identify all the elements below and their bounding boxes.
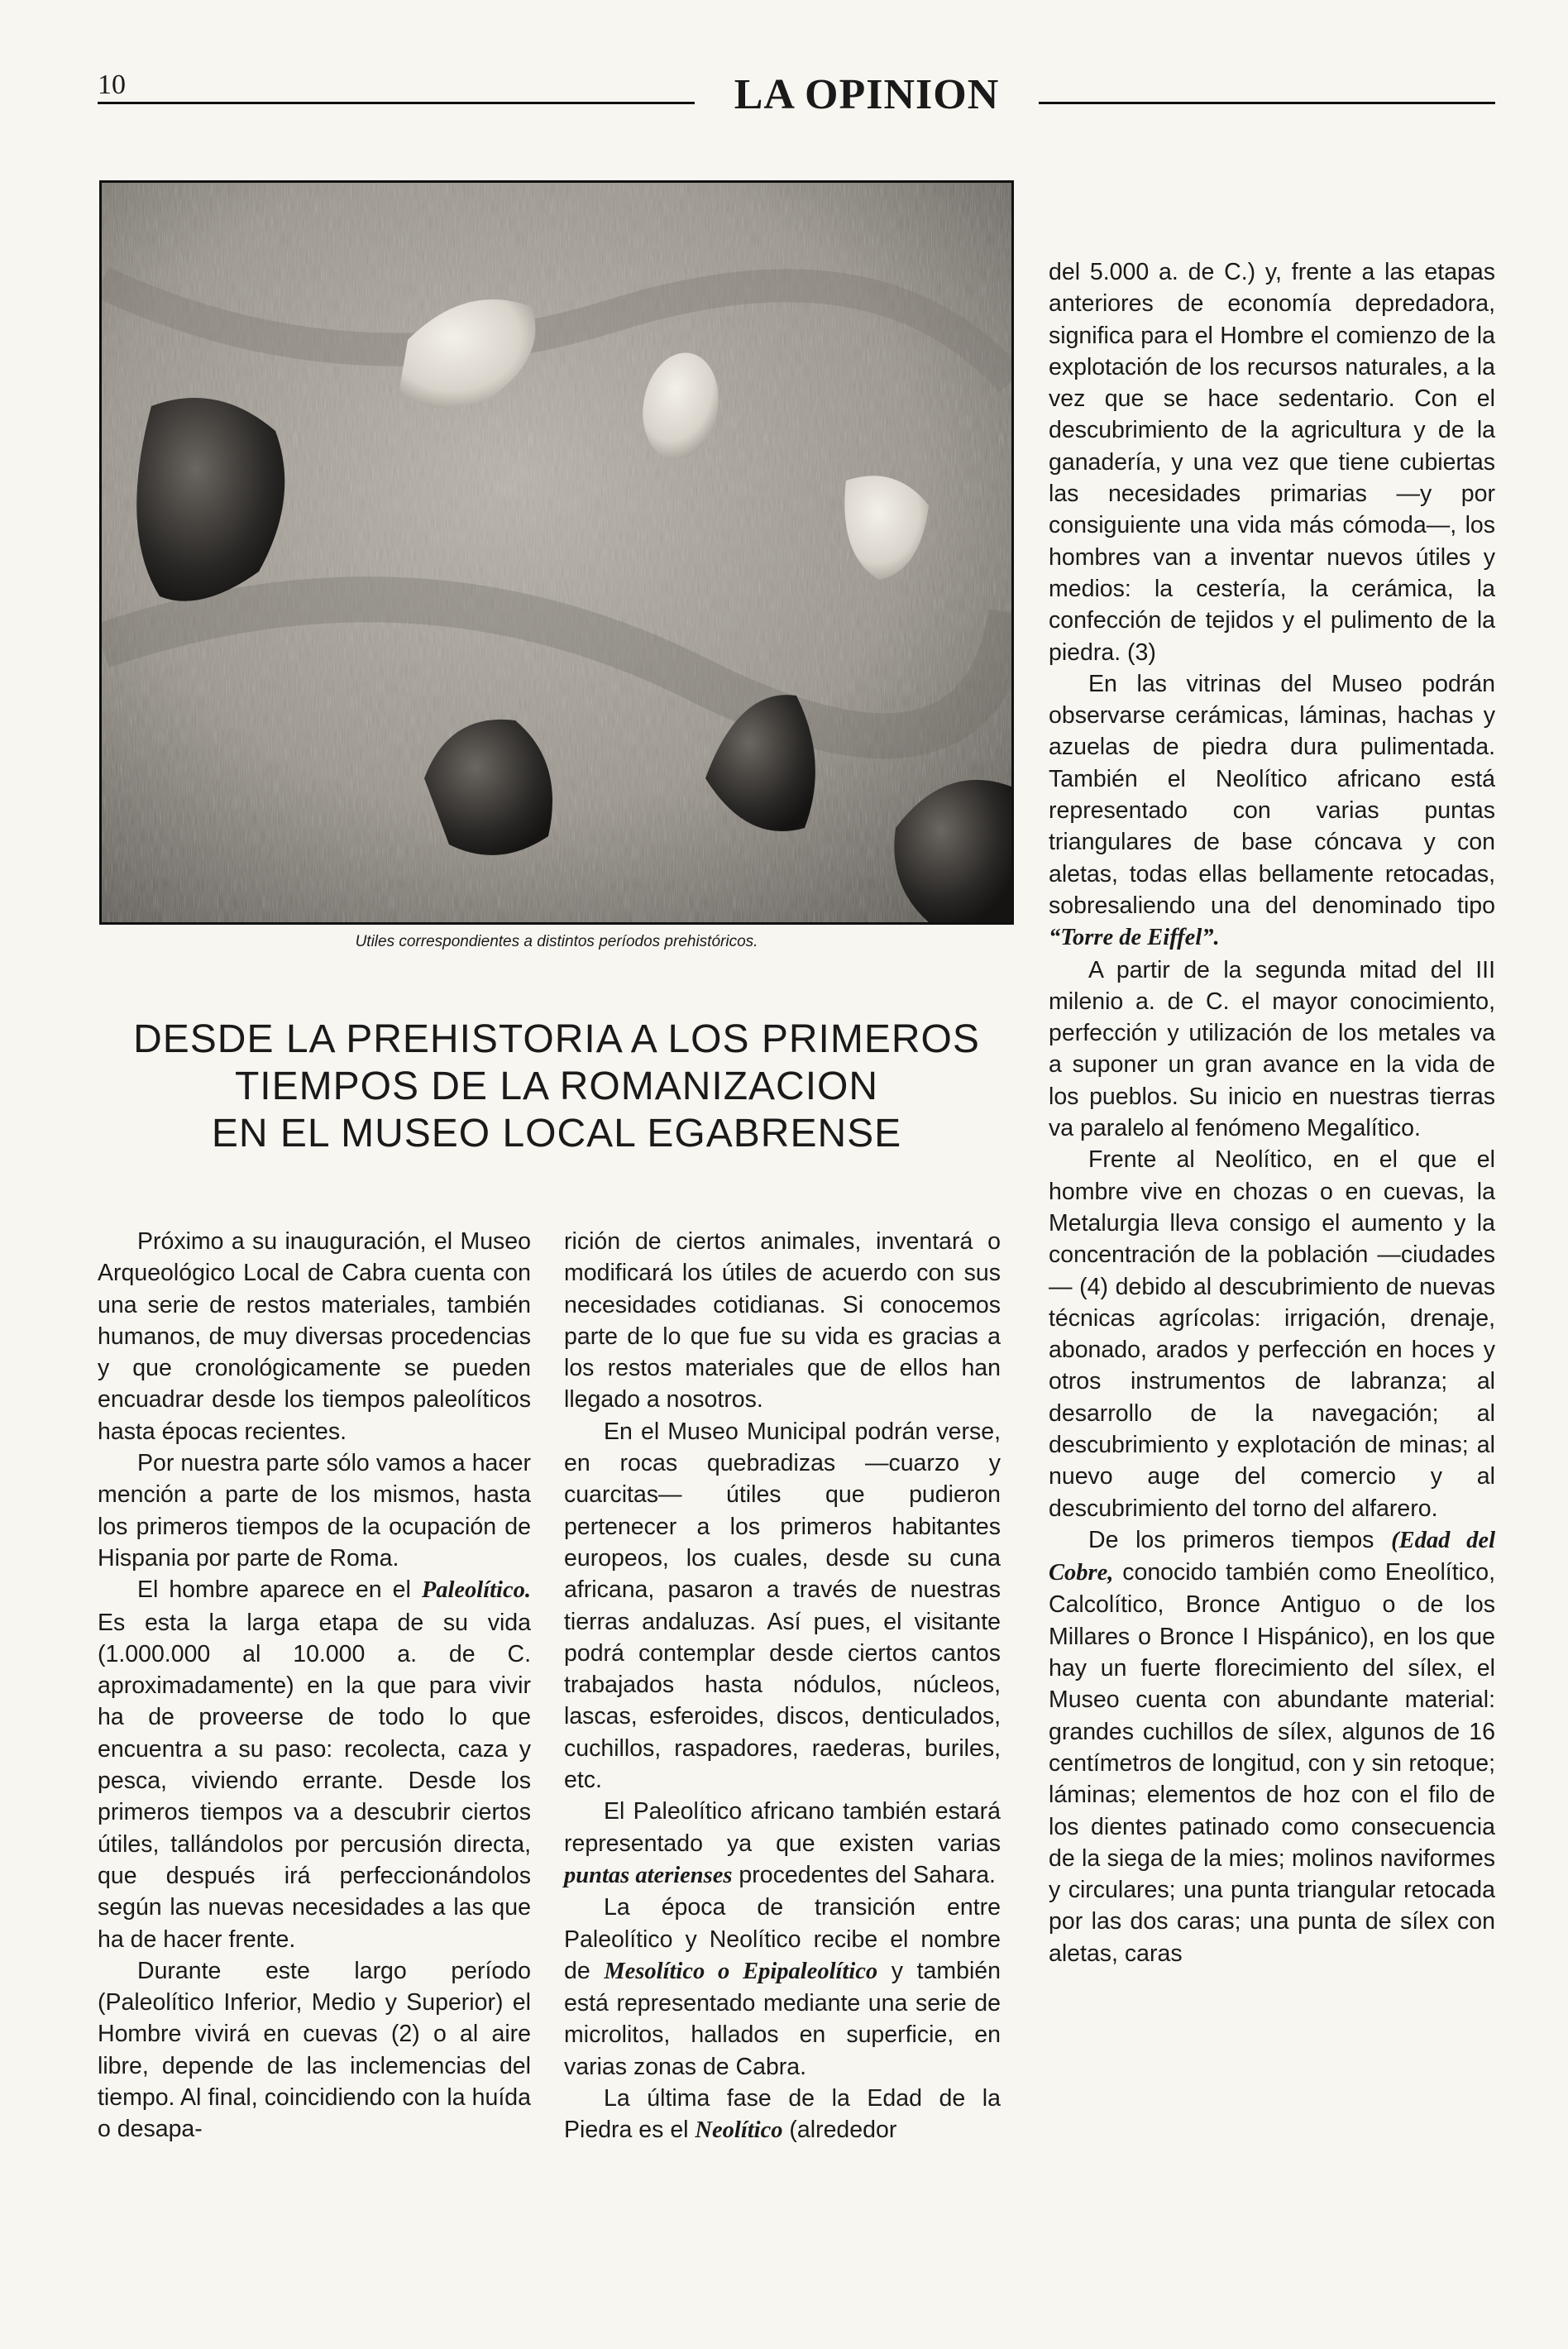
text-run: (alrededor	[782, 2117, 897, 2144]
paragraph	[564, 1892, 1001, 2083]
emphasis-edad-cobre: (Edad del Cobre,	[1049, 1527, 1495, 1586]
text-run: La época de transición entre Paleolítico y Neolítico recibe el nombre de	[564, 1894, 1001, 1984]
emphasis-paleolitico: Paleolítico.	[421, 1577, 531, 1604]
header-rule-left	[98, 102, 695, 104]
artifacts-photo	[99, 180, 1014, 925]
article-column-3	[1049, 256, 1495, 1969]
text-run: El hombre aparece en el	[137, 1576, 422, 1604]
text-run: En las vitrinas del Museo podrán observarse cerámicas, láminas, hachas y azuelas de piedra dura pulimentada. También el Neolítico africano está representado con varias puntas triangulares de base cóncava y con aletas, todas ellas bellamente retocadas, sobresaliendo una del denominado tipo	[1049, 670, 1495, 919]
paragraph: Durante este largo período (Paleolítico Inferior, Medio y Superior) el Hombre vivirá en cuevas (2) o al aire libre, depende de las inclemencias del tiempo. Al final, coincidiendo con la huída o desapa-	[98, 1957, 531, 2143]
paragraph	[98, 1574, 531, 1955]
paragraph: del 5.000 a. de C.) y, frente a las etapas anteriores de economía depredadora, significa para el Hombre el comienzo de la explotación de los recursos naturales, a la vez que se hace sedentario. Con el descubrimiento de la agricultura y de la ganadería, y una vez que tiene cubiertas las necesidades primarias —y por consiguiente una vida más cómoda—, los hombres van a inventar nuevos útiles y medios: la cestería, la cerámica, la confección de tejidos y el pulimento de la piedra. (3)	[1049, 259, 1495, 666]
page-number: 10	[98, 69, 126, 100]
article-column-2	[564, 1226, 1001, 2147]
article-column-1	[98, 1226, 531, 2146]
paragraph	[564, 1796, 1001, 1892]
paragraph: Por nuestra parte sólo vamos a hacer mención a parte de los mismos, hasta los primeros tiempos de la ocupación de Hispania por parte de Roma.	[98, 1450, 531, 1572]
paragraph: Frente al Neolítico, en el que el hombre vive en chozas o en cuevas, la Metalurgia lleva consigo el aumento y la concentración de la población —ciudades— (4) debido al descubrimiento de nuevas técnicas agrícolas: irrigación, drenaje, abonado, arados y perfección en hoces y otros instrumentos de labranza; al desarrollo de la navegación; al descubrimiento y explotación de minas; al nuevo auge del comercio y al descubrimiento del torno del alfarero.	[1049, 1146, 1495, 1522]
emphasis-mesolitico: Mesolítico o Epipaleolítico	[604, 1958, 878, 1984]
article-headline	[91, 1016, 1022, 1157]
text-run: conocido también como Eneolítico, Calcolítico, Bronce Antiguo o de los Millares o Bronce I Hispánico), en los que hay un fuerte florecimiento del sílex, el Museo cuenta con abundante material: grandes cuchillos de sílex, algunos de 16 centímetros de longitud, con y sin retoque; láminas; elementos de hoz con el filo de los dientes patinado como consecuencia de la siega de la mies; molinos naviformes y circulares; una punta triangular retocada por las dos caras; una punta de sílex con aletas, caras	[1049, 1559, 1495, 1967]
text-run: De los primeros tiempos	[1088, 1526, 1392, 1553]
text-run: y también está representado mediante una serie de microlitos, hallados en superficie, en varias zonas de Cabra.	[564, 1957, 1001, 2080]
text-run: procedentes del Sahara.	[732, 1861, 996, 1888]
emphasis-puntas-aterienses: puntas aterienses	[564, 1862, 733, 1888]
text-run: El Paleolítico africano también estará representado ya que existen varias	[564, 1798, 1001, 1857]
emphasis-torre-eiffel: “Torre de Eiffel”.	[1049, 925, 1220, 951]
paragraph: A partir de la segunda mitad del III milenio a. de C. el mayor conocimiento, perfección y utilización de los metales va a suponer un gran avance en la vida de los pueblos. Su inicio en nuestras tierras va paralelo al fenómeno Megalítico.	[1049, 956, 1495, 1142]
headline-line-1: DESDE LA PREHISTORIA A LOS PRIMEROS	[133, 1017, 980, 1061]
artifacts-photo-graphic	[102, 183, 1011, 922]
paragraph	[564, 2083, 1001, 2147]
header-rule-right	[1039, 102, 1495, 104]
photo-caption: Utiles correspondientes a distintos períodos prehistóricos.	[355, 933, 758, 950]
paragraph: rición de ciertos animales, inventará o modificará los útiles de acuerdo con sus necesidades cotidianas. Si conocemos parte de lo que fue su vida es gracias a los restos materiales que de ellos han llegado a nosotros.	[564, 1228, 1001, 1414]
paragraph: Próximo a su inauguración, el Museo Arqueológico Local de Cabra cuenta con una serie de restos materiales, también humanos, de muy diversas procedencias y que cronológicamente se pueden encuadrar desde los tiempos paleolíticos hasta épocas recientes.	[98, 1228, 531, 1445]
headline-line-3: EN EL MUSEO LOCAL EGABRENSE	[211, 1112, 902, 1155]
paragraph: En el Museo Municipal podrán verse, en rocas quebradizas —cuarzo y cuarcitas— útiles que pudieron pertenecer a los primeros habitantes europeos, los cuales, desde su cuna africana, pasaron a través de nuestras tierras andaluzas. Así pues, el visitante podrá contemplar desde ciertos cantos trabajados hasta nódulos, núcleos, lascas, esferoides, discos, denticulados, cuchillos, raspadores, raederas, buriles, etc.	[564, 1418, 1001, 1794]
paragraph	[1049, 1524, 1495, 1969]
masthead: LA OPINION	[734, 71, 1000, 118]
page-header	[98, 66, 1495, 124]
headline-line-2: TIEMPOS DE LA ROMANIZACION	[234, 1064, 879, 1108]
paragraph	[1049, 668, 1495, 954]
text-run: La última fase de la Edad de la Piedra es el	[564, 2085, 1001, 2144]
text-run: Es esta la larga etapa de su vida (1.000.000 al 10.000 a. de C. aproximadamente) en la que para vivir ha de proveerse de todo lo que encuentra a su paso: recolecta, caza y pesca, viviendo errante. Desde los primeros tiempos va a descubrir ciertos útiles, tallándolos por percusión directa, que después irá perfeccionándolos según las nuevas necesidades a las que ha de hacer frente.	[98, 1609, 531, 1953]
emphasis-neolitico: Neolítico	[695, 2117, 783, 2144]
